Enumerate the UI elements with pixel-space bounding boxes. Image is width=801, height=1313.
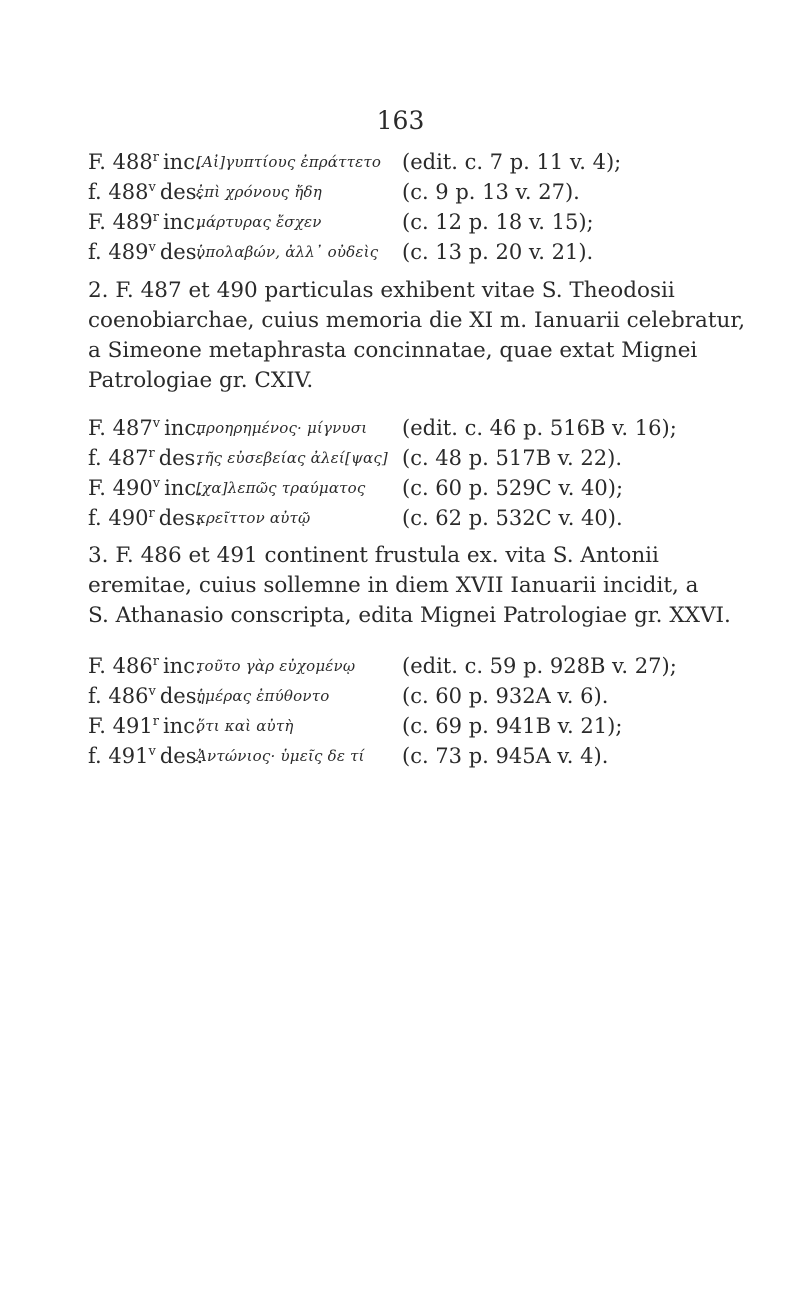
folio-entry [88,446,728,476]
edition-reference: (c. 73 p. 945A v. 4). [402,744,609,768]
folio-entry [88,416,728,446]
folio-label [88,476,203,500]
folio-side: v [148,180,156,195]
folio-label [88,210,202,234]
incipit-desinit-keyword: des. [158,506,203,530]
folio-side: v [148,240,156,255]
greek-text: ἐπὶ χρόνους ἤδη [196,183,322,201]
folio-number: F. 486 [88,654,153,678]
incipit-desinit-keyword: des. [159,240,204,264]
folio-label [88,150,202,174]
greek-text: ὑπολαβών, ἀλλ᾽ οὐδεὶς [196,243,379,261]
incipit-desinit-keyword: des. [159,684,204,708]
greek-text: [Αἰ]γυπτίους ἐπράττετο [196,153,382,171]
folio-side: v [148,684,156,699]
edition-reference: (c. 13 p. 20 v. 21). [402,240,594,264]
folio-side: v [152,416,161,431]
paragraph-3 [88,541,731,631]
incipit-desinit-keyword: inc. [162,150,202,174]
greek-text: μάρτυρας ἔσχεν [196,213,322,231]
greek-text: τῆς εὐσεβείας ἀλεί[ψας] [196,449,388,467]
greek-text: Ἀντώνιος· ὑμεῖς δε τί [196,747,365,765]
incipit-desinit-keyword: inc. [164,416,203,440]
greek-text: ἡμέρας ἐπύθοντο [196,687,330,705]
folio-list-2 [88,416,728,536]
incipit-desinit-keyword: des. [159,180,204,204]
folio-label [88,714,202,738]
folio-side: v [152,476,161,491]
edition-reference: (c. 60 p. 932A v. 6). [402,684,609,708]
folio-entry [88,180,728,210]
folio-list-3 [88,654,728,774]
folio-side: r [148,506,155,521]
folio-label [88,506,202,530]
folio-side: r [152,150,159,165]
incipit-desinit-keyword: inc. [162,210,202,234]
folio-number: f. 487 [88,446,149,470]
folio-number: F. 490 [88,476,153,500]
folio-side: r [152,210,159,225]
folio-number: f. 490 [88,506,149,530]
text-line: a Simeone metaphrasta concinnatae, quae extat Mignei [88,338,698,363]
folio-entry [88,476,728,506]
folio-label [88,180,203,204]
greek-text: τοῦτο γὰρ εὐχομένῳ [196,657,356,675]
folio-side: r [152,714,159,729]
edition-reference: (edit. c. 46 p. 516B v. 16); [402,416,677,440]
folio-entry [88,506,728,536]
folio-entry [88,150,728,180]
text-line: S. Athanasio conscripta, edita Mignei Patrologiae gr. XXVI. [88,603,731,628]
folio-list-1 [88,150,728,270]
incipit-desinit-keyword: inc. [164,476,203,500]
folio-entry [88,714,728,744]
folio-number: F. 487 [88,416,153,440]
folio-label [88,684,203,708]
edition-reference: (c. 60 p. 529C v. 40); [402,476,624,500]
edition-reference: (c. 48 p. 517B v. 22). [402,446,622,470]
folio-number: F. 489 [88,210,153,234]
text-line: 2. F. 487 et 490 particulas exhibent vitae S. Theodosii [88,278,675,303]
edition-reference: (c. 69 p. 941B v. 21); [402,714,623,738]
folio-number: f. 491 [88,744,149,768]
incipit-desinit-keyword: inc. [162,714,202,738]
folio-label [88,446,202,470]
text-line: eremitae, cuius sollemne in diem XVII Ianuarii incidit, a [88,573,699,598]
page-number: 163 [376,106,425,135]
edition-reference: (edit. c. 59 p. 928B v. 27); [402,654,677,678]
folio-entry [88,744,728,774]
folio-label [88,744,203,768]
folio-label [88,654,202,678]
folio-side: v [148,744,156,759]
edition-reference: (c. 12 p. 18 v. 15); [402,210,594,234]
folio-number: F. 491 [88,714,153,738]
incipit-desinit-keyword: des. [158,446,203,470]
folio-number: f. 489 [88,240,149,264]
folio-entry [88,654,728,684]
folio-side: r [148,446,155,461]
edition-reference: (c. 62 p. 532C v. 40). [402,506,623,530]
folio-label [88,416,203,440]
greek-text: [χα]λεπῶς τραύματος [196,479,366,497]
text-line: Patrologiae gr. CXIV. [88,368,314,393]
incipit-desinit-keyword: des. [159,744,204,768]
greek-text: πρoηρημένος· μίγνυσι [196,419,368,437]
text-line: 3. F. 486 et 491 continent frustula ex. vita S. Antonii [88,543,659,568]
greek-text: ὅτι καὶ αὐτὴ [196,717,294,735]
folio-entry [88,210,728,240]
edition-reference: (c. 9 p. 13 v. 27). [402,180,580,204]
folio-number: F. 488 [88,150,153,174]
greek-text: κρεῖττον αὐτῷ [196,509,311,527]
text-line: coenobiarchae, cuius memoria die XI m. Ianuarii celebratur, [88,308,746,333]
folio-side: r [152,654,159,669]
folio-label [88,240,203,264]
folio-number: f. 488 [88,180,149,204]
folio-entry [88,684,728,714]
paragraph-2 [88,276,746,396]
incipit-desinit-keyword: inc. [162,654,202,678]
folio-entry [88,240,728,270]
edition-reference: (edit. c. 7 p. 11 v. 4); [402,150,622,174]
folio-number: f. 486 [88,684,149,708]
